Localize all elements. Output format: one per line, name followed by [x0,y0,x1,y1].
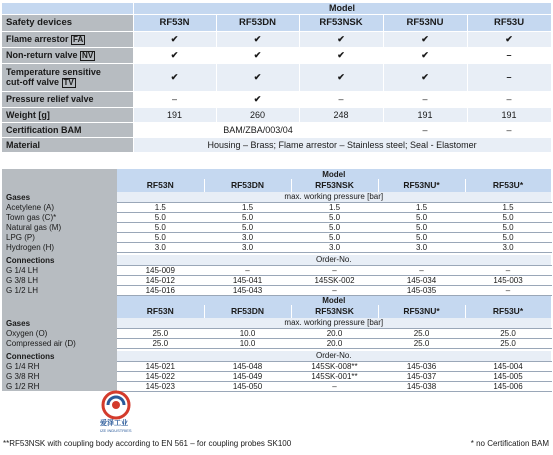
model-name: RF53NSK [291,305,378,318]
gas-name: Hydrogen (H) [2,242,117,252]
model-header: Model [117,295,551,305]
cell: 3.0 [465,242,551,252]
gas-name: Natural gas (M) [2,222,117,232]
row-label: Temperature sensitive cut-off valve TV [2,63,133,91]
cell: 3.0 [117,242,204,252]
connections-label: Connections [2,351,117,361]
cell: 3.0 [204,242,291,252]
gases-label: Gases [2,192,117,202]
table-row [2,275,551,285]
dash-cell: – [299,91,383,107]
cell: 5.0 [204,222,291,232]
row-pressure-relief-valve [2,91,551,107]
row-non-return-valve [2,47,551,63]
weight-value: 191 [467,107,551,122]
row-temperature-valve [2,63,551,91]
cell: 145-004 [465,361,551,371]
table-row [2,222,551,232]
connection-name: G 1/2 RH [2,381,117,391]
table-row [2,381,551,391]
cell: – [378,265,465,275]
gas-name: Compressed air (D) [2,338,117,348]
gas-name: LPG (P) [2,232,117,242]
model-name: RF53DN [216,14,299,31]
connection-name: G 1/4 LH [2,265,117,275]
dash-cell: – [133,91,216,107]
model-name: RF53U* [465,179,551,192]
connections-label: Connections [2,255,117,265]
check-icon: ✔ [216,47,299,63]
cell: – [465,265,551,275]
model-name: RF53DN [204,179,291,192]
dash-cell: – [467,122,551,137]
abbr-badge: FA [73,34,84,44]
cell: 5.0 [378,212,465,222]
cell: – [291,265,378,275]
weight-value: 191 [383,107,467,122]
cell: 145-038 [378,381,465,391]
cell: 145-043 [204,285,291,295]
cell: 1.5 [378,202,465,212]
cell: 25.0 [117,338,204,348]
cell: – [291,285,378,295]
cell: 10.0 [204,338,291,348]
check-icon: ✔ [133,31,216,47]
cell: 145-050 [204,381,291,391]
model-name: RF53NSK [299,14,383,31]
cell: 20.0 [291,338,378,348]
check-icon: ✔ [299,47,383,63]
cell: 145-005 [465,371,551,381]
check-icon: ✔ [299,31,383,47]
row-material [2,137,551,152]
row-label: Weight [g] [2,107,133,122]
gas-name: Town gas (C)* [2,212,117,222]
cell: 145-048 [204,361,291,371]
table-row [2,371,551,381]
cell: 145-035 [378,285,465,295]
footnote-nsk: **RF53NSK with coupling body according to EN 561 – for coupling probes SK100 [3,439,292,448]
gases-label: Gases [2,318,117,328]
cell: 25.0 [378,328,465,338]
cell: 25.0 [465,328,551,338]
row-weight [2,107,551,122]
cell: 1.5 [465,202,551,212]
table-row [2,285,551,295]
cell: 145SK-008** [291,361,378,371]
model-name: RF53NU* [378,305,465,318]
cell: 1.5 [117,202,204,212]
gas-name: Oxygen (O) [2,328,117,338]
weight-value: 248 [299,107,383,122]
check-icon: ✔ [216,91,299,107]
model-name: RF53NU* [378,179,465,192]
dash-cell: – [467,91,551,107]
dash-cell: – [467,47,551,63]
check-icon: ✔ [216,63,299,91]
row-label: Flame arrestor FA [2,31,133,47]
company-logo-text: 爱泽工业 IZE INDUSTRIES [100,420,132,433]
cell: 5.0 [291,232,378,242]
weight-value: 260 [216,107,299,122]
cell: 5.0 [291,212,378,222]
cell: 5.0 [465,222,551,232]
check-icon: ✔ [133,47,216,63]
cell: 145-009 [117,265,204,275]
cell: 145-034 [378,275,465,285]
weight-value: 191 [133,107,216,122]
cell: 25.0 [378,338,465,348]
cell: 145-041 [204,275,291,285]
cell: 3.0 [204,232,291,242]
table-row [2,232,551,242]
check-icon: ✔ [383,47,467,63]
cell: 5.0 [291,222,378,232]
cell: 25.0 [465,338,551,348]
model-name: RF53DN [204,305,291,318]
table-row [2,265,551,275]
cell: 145-012 [117,275,204,285]
row-label: Non-return valve NV [2,47,133,63]
cell: 10.0 [204,328,291,338]
safety-devices-header: Safety devices [2,14,133,31]
corner-cell [2,305,117,318]
cell: 1.5 [204,202,291,212]
cell: 5.0 [117,232,204,242]
cell: 5.0 [378,232,465,242]
cell: 145-006 [465,381,551,391]
row-label: Certification BAM [2,122,133,137]
pressure-label: max. working pressure [bar] [117,192,551,202]
model-name: RF53N [117,179,204,192]
table-row [2,338,551,348]
model-header: Model [133,3,551,14]
safety-devices-table [2,3,552,153]
table-row [2,202,551,212]
cert-value: BAM/ZBA/003/04 [133,122,383,137]
check-icon: ✔ [467,31,551,47]
connection-name: G 1/2 LH [2,285,117,295]
cell: 145-037 [378,371,465,381]
cell: 1.5 [291,202,378,212]
table-row [2,361,551,371]
abbr-badge: NV [82,50,94,60]
check-icon: ✔ [299,63,383,91]
working-pressure-table [2,169,552,392]
order-label: Order-No. [117,351,551,361]
cell: 5.0 [378,222,465,232]
row-label: Pressure relief valve [2,91,133,107]
row-flame-arrestor [2,31,551,47]
gas-name: Acetylene (A) [2,202,117,212]
cell: 5.0 [117,212,204,222]
cell: 3.0 [378,242,465,252]
cell: 5.0 [204,212,291,222]
dash-cell: – [467,63,551,91]
cell: 3.0 [291,242,378,252]
model-header: Model [117,169,551,179]
cell: 145-022 [117,371,204,381]
cell: 145SK-001** [291,371,378,381]
footnote-certification: * no Certification BAM [470,439,549,448]
row-label: Material [2,137,133,152]
model-name: RF53U* [465,305,551,318]
order-label: Order-No. [117,255,551,265]
cell: – [465,285,551,295]
table-row [2,212,551,222]
cell: 145-021 [117,361,204,371]
company-logo-icon [99,390,133,424]
model-name: RF53NU [383,14,467,31]
cell: 145-023 [117,381,204,391]
cell: 145-049 [204,371,291,381]
cell: 20.0 [291,328,378,338]
dash-cell: – [383,122,467,137]
model-name: RF53U [467,14,551,31]
check-icon: ✔ [383,31,467,47]
material-value: Housing – Brass; Flame arrestor – Stainless steel; Seal - Elastomer [133,137,551,152]
model-name: RF53N [117,305,204,318]
dash-cell: – [383,91,467,107]
check-icon: ✔ [383,63,467,91]
cell: – [291,381,378,391]
cell: 25.0 [117,328,204,338]
model-name: RF53N [133,14,216,31]
check-icon: ✔ [216,31,299,47]
connection-name: G 3/8 RH [2,371,117,381]
cell: 145SK-002 [291,275,378,285]
cell: 5.0 [117,222,204,232]
table-row [2,328,551,338]
connection-name: G 1/4 RH [2,361,117,371]
cell: 145-003 [465,275,551,285]
connection-name: G 3/8 LH [2,275,117,285]
cell: 145-016 [117,285,204,295]
cell: 5.0 [465,212,551,222]
corner-cell [2,295,117,305]
corner-cell [2,169,117,179]
cell: – [204,265,291,275]
table-row [2,242,551,252]
cell: 5.0 [465,232,551,242]
abbr-badge: TV [63,77,74,87]
cell: 145-036 [378,361,465,371]
check-icon: ✔ [133,63,216,91]
pressure-label: max. working pressure [bar] [117,318,551,328]
corner-cell [2,3,133,14]
corner-cell [2,179,117,192]
model-name: RF53NSK [291,179,378,192]
row-certification [2,122,551,137]
